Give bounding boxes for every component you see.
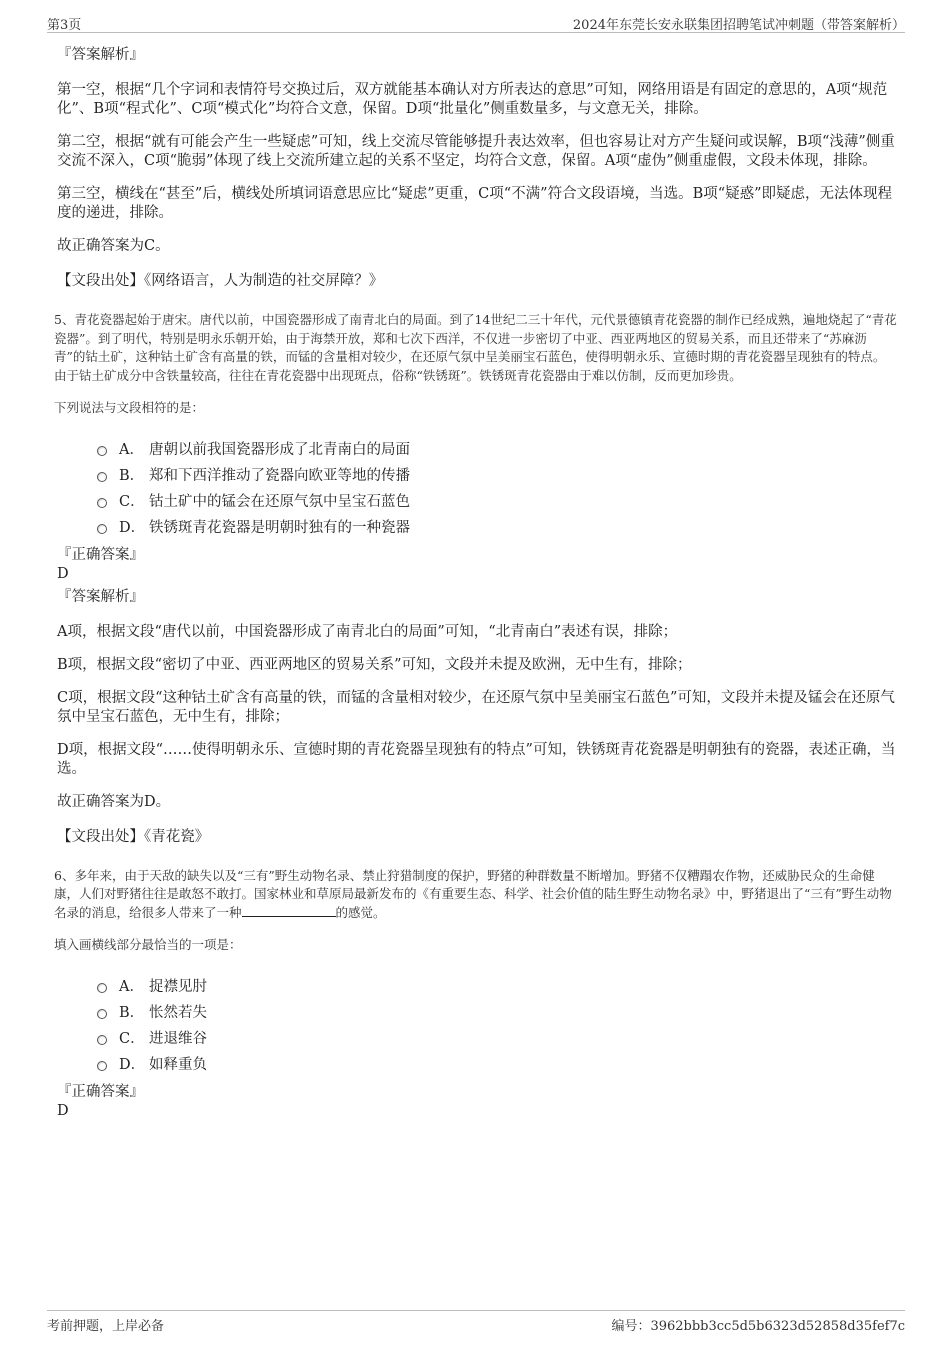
option-d[interactable] — [97, 1051, 897, 1077]
radio-icon[interactable] — [97, 1061, 107, 1071]
analysis-label: 『答案解析』 — [57, 588, 144, 605]
conclusion: 故正确答案为C。 — [57, 238, 170, 254]
page-number: 第3页 — [47, 18, 82, 33]
radio-icon[interactable] — [97, 472, 107, 482]
option-text: 郑和下西洋推动了瓷器向欧亚等地的传播 — [149, 468, 410, 484]
option-letter: D． — [119, 1057, 146, 1073]
question-5-options — [97, 436, 897, 540]
option-text: 进退维谷 — [149, 1031, 207, 1047]
source-note: 【文段出处】《青花瓷》 — [57, 828, 210, 845]
analysis-paragraph: D项，根据文段“……使得明朝永乐、宣德时期的青花瓷器呈现独有的特点”可知，铁锈斑青花瓷器是明朝独有的瓷器，表述正确，当选。 — [57, 741, 896, 777]
radio-icon[interactable] — [97, 498, 107, 508]
option-b[interactable] — [97, 462, 897, 488]
option-text: 唐朝以前我国瓷器形成了北青南白的局面 — [149, 442, 410, 458]
analysis-paragraph: B项，根据文段“密切了中亚、西亚两地区的贸易关系”可知，文段并未提及欧洲，无中生有，排除； — [57, 656, 692, 673]
analysis-paragraph: 第一空，根据“几个字词和表情符号交换过后，双方就能基本确认对方所表达的意思”可知，网络用语是有固定的意思的，A项“规范化”、B项“程式化”、C项“模式化”均符合文意，保留。D项“批量化”侧重数量多，与文意无关，排除。 — [57, 82, 888, 117]
question-5-prompt: 下列说法与文段相符的是： — [54, 400, 205, 415]
option-letter: A． — [119, 442, 144, 458]
analysis-paragraph: A项，根据文段“唐代以前，中国瓷器形成了南青北白的局面”可知，“北青南白”表述有误，排除； — [57, 623, 678, 640]
document-title: 2024年东莞长安永联集团招聘笔试冲刺题（带答案解析） — [572, 18, 905, 33]
option-text: 怅然若失 — [149, 1005, 207, 1021]
page-content — [54, 46, 897, 1121]
correct-answer-label: 『正确答案』 — [57, 546, 144, 563]
conclusion: 故正确答案为D。 — [57, 793, 171, 810]
analysis-paragraph: 第二空，根据“就有可能会产生一些疑虑”可知，线上交流尽管能够提升表达效率，但也容易让对方产生疑问或误解，B项“浅薄”侧重交流不深入，C项“脆弱”体现了线上交流所建立起的关系不坚定，均符合文意，保留。A项“虚伪”侧重虚假，文段未体现，排除。 — [57, 134, 895, 169]
option-d[interactable] — [97, 514, 897, 540]
option-text: 捉襟见肘 — [149, 979, 207, 995]
option-letter: B． — [119, 468, 145, 484]
option-letter: A． — [119, 979, 144, 995]
footer-slogan: 考前押题，上岸必备 — [47, 1319, 165, 1334]
radio-icon[interactable] — [97, 1009, 107, 1019]
page-footer — [47, 1310, 905, 1335]
option-a[interactable] — [97, 973, 897, 999]
analysis-paragraph: C项，根据文段“这种钴土矿含有高量的铁，而锰的含量相对较少，在还原气氛中呈美丽宝石蓝色”可知，文段并未提及锰会在还原气氛中呈宝石蓝色，无中生有，排除； — [57, 689, 895, 725]
correct-answer: D — [57, 565, 69, 582]
analysis-label: 『答案解析』 — [57, 47, 144, 63]
fill-blank — [242, 904, 336, 917]
radio-icon[interactable] — [97, 983, 107, 993]
option-text: 铁锈斑青花瓷器是明朝时独有的一种瓷器 — [149, 520, 410, 536]
option-letter: C． — [119, 1031, 145, 1047]
analysis-paragraph: 第三空，横线在“甚至”后，横线处所填词语意思应比“疑虑”更重，C项“不满”符合文段语境，当选。B项“疑惑”即疑虑，无法体现程度的递进，排除。 — [57, 186, 893, 221]
correct-answer-label: 『正确答案』 — [57, 1083, 144, 1100]
question-6-options — [97, 973, 897, 1077]
option-letter: C． — [119, 494, 145, 510]
option-text: 钴土矿中的锰会在还原气氛中呈宝石蓝色 — [149, 494, 410, 510]
question-6-text: 6、多年来，由于天敌的缺失以及“三有”野生动物名录、禁止狩猎制度的保护，野猪的种群数量不断增加。野猪不仅糟蹋农作物，还威胁民众的生命健康，人们对野猪往往是敢怒不敢打。国家林业和草原局最新发布的《有重要生态、科学、社会价值的陆生野生动物名录》中，野猪退出了“三有”野生动物名录的消息，给很多人带来了一种 的感觉。 — [54, 867, 892, 920]
question-5-text: 5、青花瓷器起始于唐宋。唐代以前，中国瓷器形成了南青北白的局面。到了14世纪二三十年代，元代景德镇青花瓷器的制作已经成熟，遍地烧起了“青花瓷器”。到了明代，特别是明永乐朝开始，由于海禁开放，郑和七次下西洋，不仅进一步密切了中亚、西亚两地区的贸易关系，而且还带来了“苏麻沥青”的钴土矿，这种钴土矿含有高量的铁，而锰的含量相对较少，在还原气氛中呈美丽宝石蓝色，使得明朝永乐、宣德时期的青花瓷器呈现独有的特点。由于钴土矿成分中含铁量较高，往往在青花瓷器中出现斑点，俗称“铁锈斑”。铁锈斑青花瓷器由于难以仿制，反而更加珍贵。 — [54, 312, 897, 383]
option-c[interactable] — [97, 488, 897, 514]
option-text: 如释重负 — [149, 1057, 207, 1073]
option-letter: B． — [119, 1005, 145, 1021]
option-b[interactable] — [97, 999, 897, 1025]
page-header — [47, 14, 905, 33]
option-a[interactable] — [97, 436, 897, 462]
question-6-prompt: 填入画横线部分最恰当的一项是： — [54, 937, 242, 952]
option-letter: D． — [119, 520, 146, 536]
option-c[interactable] — [97, 1025, 897, 1051]
source-note: 【文段出处】《网络语言，人为制造的社交屏障？》 — [57, 273, 384, 289]
radio-icon[interactable] — [97, 446, 107, 456]
correct-answer: D — [57, 1102, 69, 1119]
radio-icon[interactable] — [97, 524, 107, 534]
document-code: 编号：3962bbb3cc5d5b6323d52858d35fef7c — [611, 1319, 905, 1334]
radio-icon[interactable] — [97, 1035, 107, 1045]
